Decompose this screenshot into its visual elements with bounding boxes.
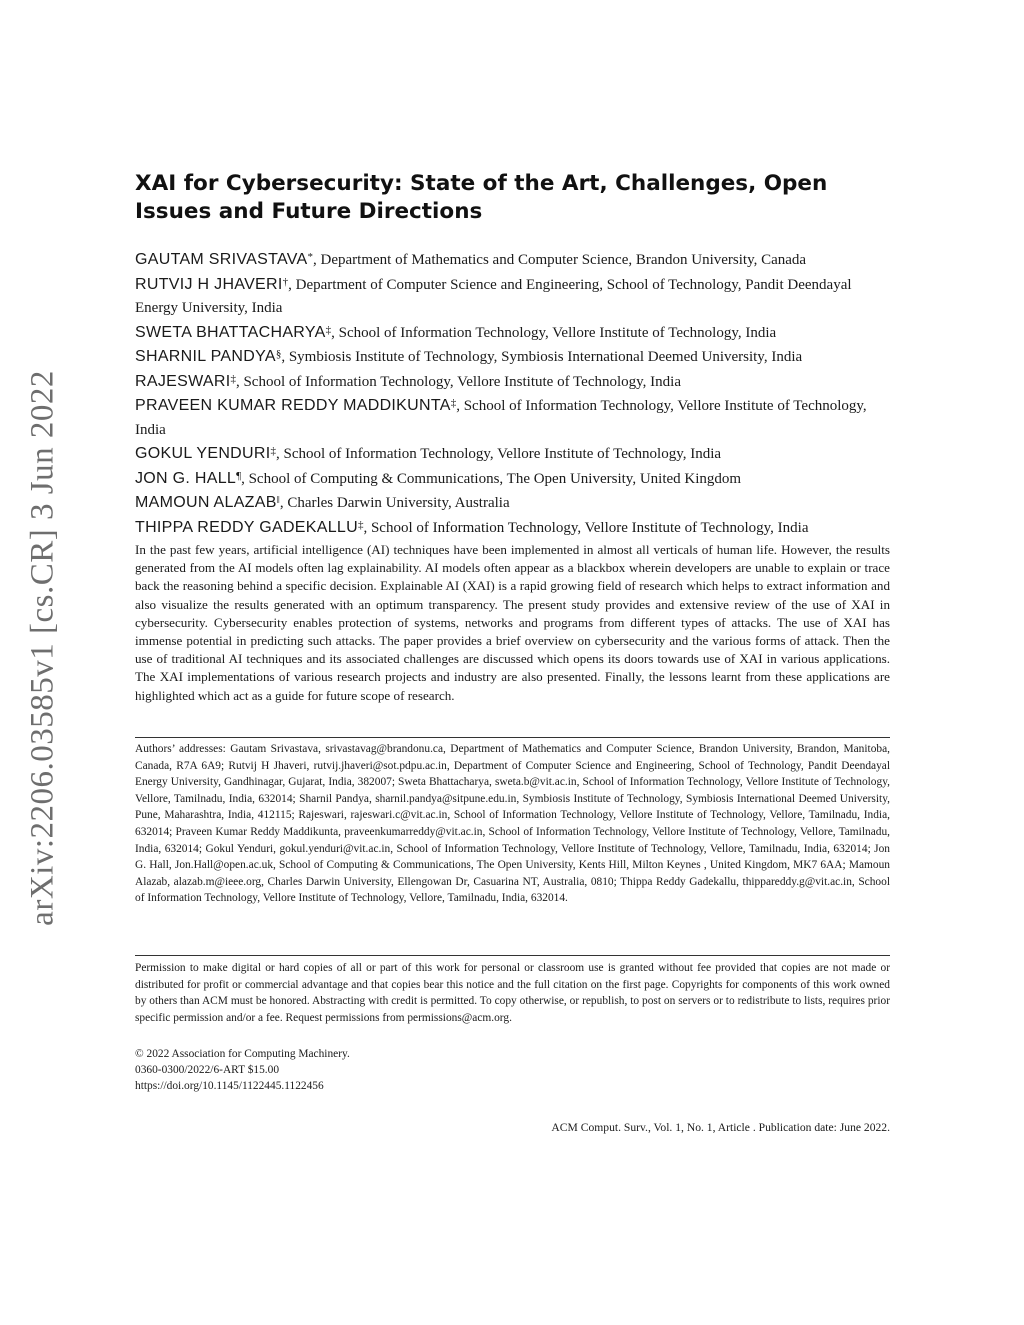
author-name: THIPPA REDDY GADEKALLU <box>135 518 358 536</box>
permission-notice: Permission to make digital or hard copies of all or part of this work for personal or classroom use is granted without fee provided that copies are not made or distributed for profit or commercial advantage and that copies bear this notice and the full citation on the first page. Copyrights for components of this work owned by others than ACM must be honored. Abstracting with credit is permitted. To copy otherwise, or republish, to post on servers or to redistribute to lists, requires prior specific permission and/or a fee. Request permissions from permissions@acm.org. <box>135 962 890 1024</box>
author-affiliation: , School of Information Technology, Vellore Institute of Technology, India <box>135 398 867 438</box>
author-footnote-mark: ¶ <box>236 469 242 482</box>
paper-title: XAI for Cybersecurity: State of the Art, Challenges, Open Issues and Future Directions <box>135 171 828 224</box>
author-entry <box>135 516 890 541</box>
author-affiliation: , School of Computing & Communications, The Open University, United Kingdom <box>241 470 742 487</box>
author-affiliation: , School of Information Technology, Vellore Institute of Technology, India <box>276 446 722 462</box>
author-affiliation: , School of Information Technology, Vellore Institute of Technology, India <box>331 324 777 341</box>
issn-line: 0360-0300/2022/6-ART $15.00 <box>135 1064 280 1076</box>
author-name: PRAVEEN KUMAR REDDY MADDIKUNTA <box>135 397 451 414</box>
author-name: GAUTAM SRIVASTAVA <box>135 251 308 268</box>
author-footnote-mark: * <box>307 251 314 263</box>
author-footnote-mark: ‡ <box>325 323 332 336</box>
author-list <box>135 248 890 540</box>
author-name: SHARNIL PANDYA <box>135 348 276 365</box>
author-addresses: Authors’ addresses: Gautam Srivastava, srivastavag@brandonu.ca, Department of Mathematics and Computer Science, Brandon University, Brandon, Manitoba, Canada, R7A 6A9; Rutvij H Jhaveri, rutvij.jhaveri@sot.pdpu.ac.in, Department of Computer Science and Engineering, School of Technology, Pandit Deendayal Energy University, Gandhinagar, Gujarat, India, 382007; Sweta Bhattacharya, sweta.b@vit.ac.in, School of Information Technology, Vellore Institute of Technology, Vellore, Tamilnadu, India, 632014; Sharnil Pandya, sharnil.pandya@sitpune.edu.in, Symbiosis Institute of Technology, Symbiosis International Deemed University, Pune, Maharashtra, India, 412115; Rajeswari, rajeswari.c@vit.ac.in, School of Information Technology, Vellore Institute of Technology, Vellore, Tamilnadu, India, 632014; Praveen Kumar Reddy Maddikunta, praveenkumarreddy@vit.ac.in, School of Information Technology, Vellore Institute of Technology, Vellore, Tamilnadu, India, 632014; Gokul Yenduri, gokul.yenduri@vit.ac.in, School of Information Technology, Vellore Institute of Technology, Vellore, Tamilnadu, India, 632014; Jon G. Hall, Jon.Hall@open.ac.uk, School of Computing & Communications, The Open University, Kents Hill, Milton Keynes , United Kingdom, MK7 6AA; Mamoun Alazab, alazab.m@ieee.org, Charles Darwin University, Ellengowan Dr, Casuarina NT, Australia, 0810; Thippa Reddy Gadekallu, thippareddy.g@vit.ac.in, School of Information Technology, Vellore Institute of Technology, Vellore, Tamilnadu, India, 632014. <box>135 743 890 905</box>
author-affiliation: , Department of Computer Science and Engineering, School of Technology, Pandit Deendayal Energy University, India <box>135 276 852 316</box>
author-name: SWETA BHATTACHARYA <box>135 323 326 341</box>
author-entry <box>135 394 890 442</box>
author-affiliation: , Symbiosis Institute of Technology, Symbiosis International Deemed University, India <box>281 349 803 365</box>
page-footer: ACM Comput. Surv., Vol. 1, No. 1, Article . Publication date: June 2022. <box>551 1121 890 1134</box>
author-entry <box>135 370 890 395</box>
author-name: MAMOUN ALAZAB <box>135 494 277 511</box>
author-footnote-mark: ‡ <box>357 518 364 531</box>
author-affiliation: , Department of Mathematics and Computer Science, Brandon University, Canada <box>313 252 807 268</box>
author-name: RAJESWARI <box>135 372 231 390</box>
author-entry <box>135 345 890 370</box>
author-footnote-mark: ‡ <box>450 397 457 409</box>
author-entry <box>135 442 890 467</box>
author-affiliation: , School of Information Technology, Vellore Institute of Technology, India <box>235 373 681 390</box>
author-entry <box>135 321 890 346</box>
author-footnote-mark: ‖ <box>276 494 280 506</box>
author-footnote-mark: ‡ <box>230 372 236 385</box>
author-entry <box>135 491 890 516</box>
copyright-line: © 2022 Association for Computing Machinery. <box>135 1048 350 1060</box>
author-footnote-mark: † <box>282 275 289 288</box>
author-footnote-mark: ‡ <box>270 445 276 457</box>
doi-link[interactable]: https://doi.org/10.1145/1122445.1122456 <box>135 1080 324 1092</box>
author-footnote-mark: § <box>275 348 282 360</box>
author-affiliation: , School of Information Technology, Vellore Institute of Technology, India <box>363 519 809 536</box>
author-entry <box>135 467 890 492</box>
author-affiliation: , Charles Darwin University, Australia <box>279 495 510 511</box>
author-entry <box>135 248 890 273</box>
author-entry <box>135 273 890 321</box>
abstract: In the past few years, artificial intelligence (AI) techniques have been implemented in almost all verticals of human life. However, the results generated from the AI models often lag explainability. AI models often appear as a blackbox wherein developers are unable to explain or trace back the reasoning behind a specific decision. Explainable AI (XAI) is a rapid growing field of research which helps to extract information and also visualize the results generated with an optimum transparency. The present study provides and extensive review of the use of XAI in cybersecurity. Cybersecurity enables protection of systems, networks and programs from different types of attacks. The use of XAI has immense potential in predicting such attacks. The paper provides a brief overview on cybersecurity and the various forms of attack. Then the use of traditional AI techniques and its associated challenges are discussed which opens its doors towards use of XAI in various applications. The XAI implementations of various research projects and industry are also presented. Finally, the lessons learnt from these applications are highlighted which act as a guide for future scope of research. <box>135 542 890 703</box>
arxiv-sidebar <box>18 365 68 930</box>
author-name: RUTVIJ H JHAVERI <box>135 275 283 293</box>
author-name: GOKUL YENDURI <box>135 445 271 462</box>
author-name: JON G. HALL <box>135 469 237 487</box>
addresses-divider <box>135 737 890 738</box>
permission-divider <box>135 955 890 956</box>
arxiv-identifier: arXiv:2206.03585v1 [cs.CR] 3 Jun 2022 <box>24 369 61 926</box>
